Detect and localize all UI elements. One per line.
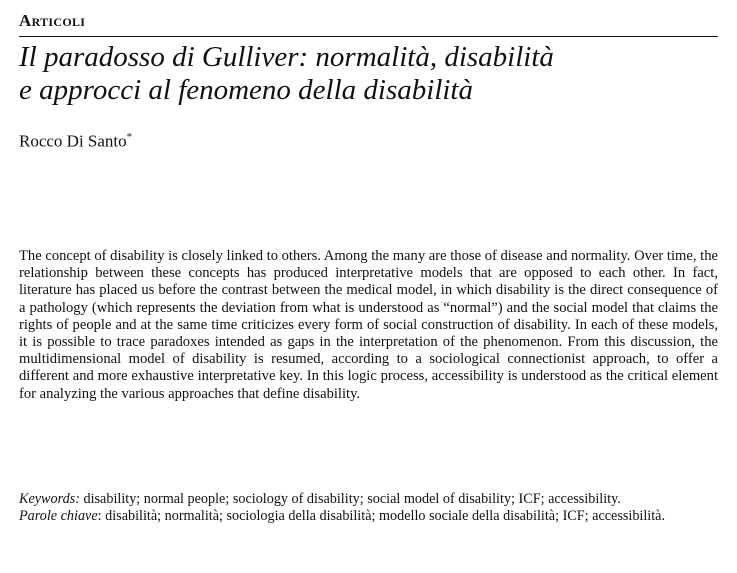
author-footnote-mark: *	[126, 131, 133, 143]
section-label: Articoli	[19, 10, 718, 37]
keywords-en-label: Keywords:	[19, 491, 80, 507]
title-line-2: e approcci al fenomeno della disabilità	[19, 74, 473, 106]
article-page	[19, 10, 718, 525]
keywords-en	[19, 491, 718, 508]
author-text: Rocco Di Santo	[19, 131, 127, 151]
article-title	[19, 41, 718, 107]
title-line-1: Il paradosso di Gulliver: normalità, disabilità	[19, 41, 554, 73]
keywords-it-text: : disabilità; normalità; sociologia della disabilità; modello sociale della disabilità; ICF; accessibilità.	[97, 508, 666, 525]
keywords-it-label: Parole chiave	[19, 508, 98, 525]
abstract-text: The concept of disability is closely linked to others. Among the many are those of disease and normality. Over time, the relationship between these concepts has produced interpretative models that are opposed to each other. In fact, literature has placed us before the contrast between the medical model, in which disability is the direct consequence of a pathology (which represents the deviation from what is understood as “normal”) and the social model that claims the rights of people and at the same time criticizes every form of social construction of disability. In each of these models, it is possible to trace paradoxes intended as gaps in the interpretation of the phenomenon. From this discussion, the multidimensional model of disability is resumed, according to a sociological connectionist approach, to offer a different and more exhaustive interpretative key. In this logic process, accessibility is understood as the critical element for analyzing the various approaches that define disability.	[19, 248, 718, 402]
author-name	[19, 127, 718, 152]
keywords-en-text: disability; normal people; sociology of disability; social model of disability; ICF; accessibility.	[79, 491, 621, 507]
keywords-it	[19, 508, 718, 525]
keywords-block	[19, 491, 718, 525]
